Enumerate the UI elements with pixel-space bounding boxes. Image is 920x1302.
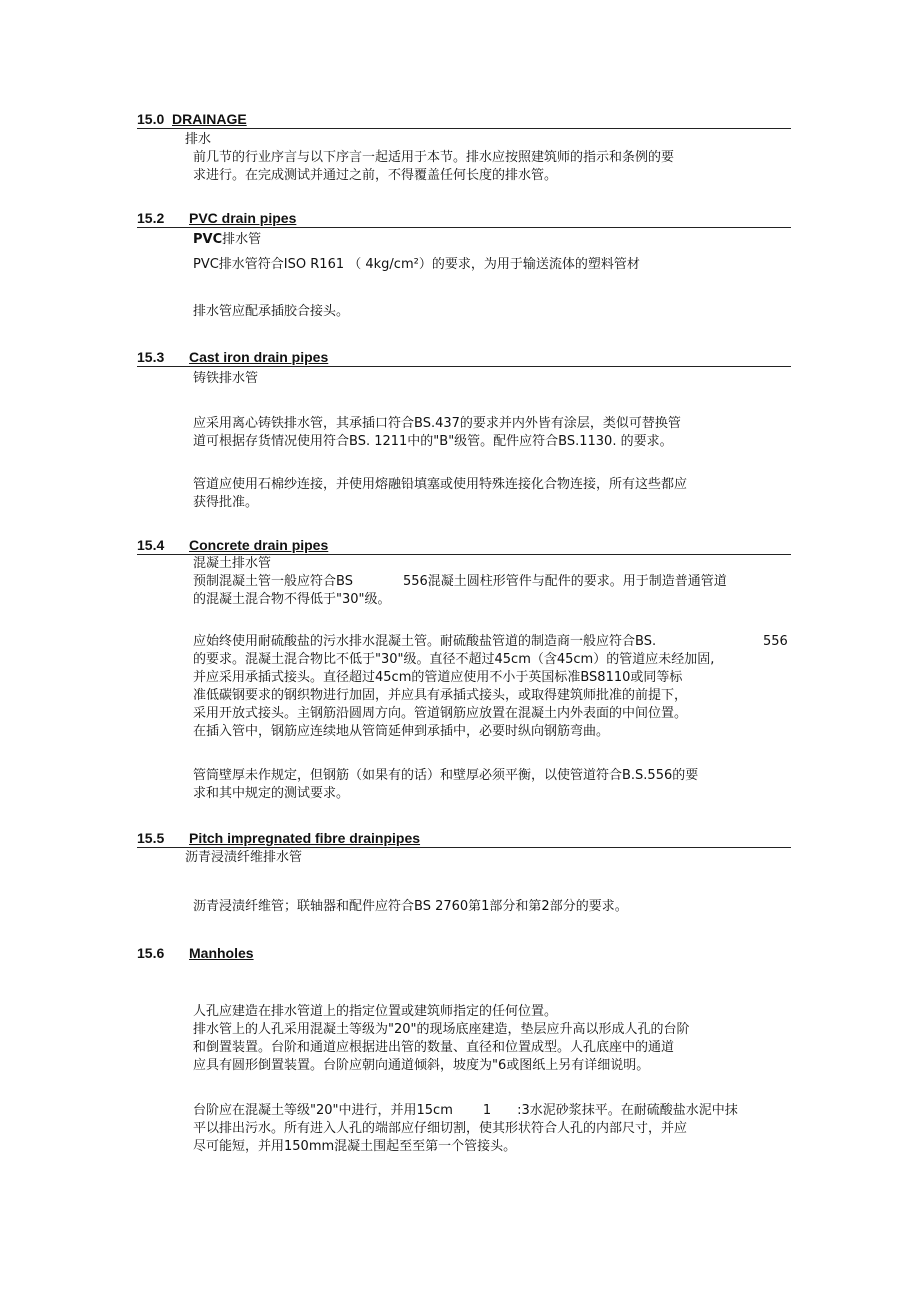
paragraph-line: 道可根据存货情况使用符合BS. 1211中的"B"级管。配件应符合BS.1130. 的要求。 bbox=[193, 434, 673, 449]
line-part: :3水泥砂浆抹平。在耐硫酸盐水泥中抹 bbox=[517, 1103, 738, 1118]
paragraph-line: 应采用离心铸铁排水管，其承插口符合BS.437的要求并内外皆有涂层，类似可替换管 bbox=[193, 416, 681, 431]
section-title: Manholes bbox=[189, 945, 254, 961]
section-number: 15.6 bbox=[137, 945, 165, 961]
section-15-5-heading bbox=[137, 830, 791, 848]
section-title: PVC drain pipes bbox=[189, 210, 297, 226]
paragraph-line: PVC排水管符合ISO R161 （ 4kg/cm²）的要求，为用于输送流体的塑料管材 bbox=[193, 257, 640, 272]
section-number: 15.0 bbox=[137, 111, 165, 127]
section-15-4-heading bbox=[137, 537, 791, 555]
line-part: 预制混凝土管一般应符合BS bbox=[193, 574, 353, 589]
paragraph-line: 在插入管中，钢筋应连续地从管筒延伸到承插中，必要时纵向钢筋弯曲。 bbox=[193, 724, 610, 739]
paragraph-line: 并应采用承插式接头。直径超过45cm的管道应使用不小于英国标准BS8110或同等标 bbox=[193, 670, 683, 685]
section-title: Concrete drain pipes bbox=[189, 537, 329, 553]
paragraph-line: 应具有圆形倒置装置。台阶应朝向通道倾斜，坡度为"6或图纸上另有详细说明。 bbox=[193, 1058, 650, 1073]
section-subtitle-zh: 铸铁排水管 bbox=[193, 371, 259, 386]
section-number: 15.3 bbox=[137, 349, 165, 365]
section-15-6-heading bbox=[137, 945, 791, 962]
section-subtitle-zh: 排水 bbox=[185, 132, 212, 147]
paragraph-line: 平以排出污水。所有进入人孔的端部应仔细切割，使其形状符合人孔的内部尺寸，并应 bbox=[193, 1121, 688, 1136]
paragraph-line-end: 556 bbox=[763, 634, 788, 649]
paragraph-line: 排水管应配承插胶合接头。 bbox=[193, 304, 350, 319]
paragraph-line: 管道应使用石棉纱连接，并使用熔融铅填塞或使用特殊连接化合物连接，所有这些都应 bbox=[193, 477, 688, 492]
section-title: Pitch impregnated fibre drainpipes bbox=[189, 830, 421, 846]
paragraph-line: 应始终使用耐硫酸盐的污水排水混凝土管。耐硫酸盐管道的制造商一般应符合BS. bbox=[193, 634, 657, 649]
paragraph-line: 求进行。在完成测试并通过之前，不得覆盖任何长度的排水管。 bbox=[193, 168, 558, 183]
paragraph-line: 前几节的行业序言与以下序言一起适用于本节。排水应按照建筑师的指示和条例的要 bbox=[193, 150, 675, 165]
section-15-0-heading bbox=[137, 111, 791, 129]
section-number: 15.5 bbox=[137, 830, 165, 846]
paragraph-line: 沥青浸渍纤维管；联轴器和配件应符合BS 2760第1部分和第2部分的要求。 bbox=[193, 899, 628, 914]
section-number: 15.4 bbox=[137, 537, 165, 553]
paragraph-line: 人孔应建造在排水管道上的指定位置或建筑师指定的任何位置。 bbox=[193, 1004, 558, 1019]
paragraph-line bbox=[193, 573, 727, 591]
section-subtitle-zh bbox=[193, 231, 261, 249]
section-15-3-heading bbox=[137, 349, 791, 367]
paragraph-line: 求和其中规定的测试要求。 bbox=[193, 786, 350, 801]
section-subtitle-zh: 沥青浸渍纤维排水管 bbox=[185, 850, 303, 865]
paragraph-line: 采用开放式接头。主钢筋沿圆周方向。管道钢筋应放置在混凝土内外表面的中间位置。 bbox=[193, 706, 688, 721]
section-title: Cast iron drain pipes bbox=[189, 349, 329, 365]
line-part: 台阶应在混凝土等级"20"中进行，并用15cm bbox=[193, 1103, 453, 1118]
paragraph-line: 准低碳钢要求的钢织物进行加固，并应具有承插式接头，或取得建筑师批准的前提下， bbox=[193, 688, 688, 703]
paragraph-line: 的要求。混凝土混合物比不低于"30"级。直径不超过45cm（含45cm）的管道应未经加固, bbox=[193, 652, 715, 667]
subtitle-rest: 排水管 bbox=[222, 232, 262, 247]
paragraph-line bbox=[193, 1102, 738, 1120]
paragraph-line: 尽可能短，并用150mm混凝土围起至至第一个管接头。 bbox=[193, 1139, 517, 1154]
paragraph-line: 的混凝土混合物不得低于"30"级。 bbox=[193, 592, 391, 607]
paragraph-line: 管筒壁厚未作规定，但钢筋（如果有的话）和壁厚必须平衡，以使管道符合B.S.556的要 bbox=[193, 768, 699, 783]
paragraph-line: 获得批准。 bbox=[193, 495, 259, 510]
paragraph-line: 和倒置装置。台阶和通道应根据进出管的数量、直径和位置成型。人孔底座中的通道 bbox=[193, 1040, 675, 1055]
paragraph-line: 排水管上的人孔采用混凝土等级为"20"的现场底座建造，垫层应升高以形成人孔的台阶 bbox=[193, 1022, 690, 1037]
line-part: 556混凝土圆柱形管件与配件的要求。用于制造普通管道 bbox=[402, 574, 727, 589]
subtitle-bold-part: PVC bbox=[193, 232, 223, 247]
line-part: 1 bbox=[482, 1103, 492, 1118]
section-title: DRAINAGE bbox=[172, 111, 247, 127]
section-15-2-heading bbox=[137, 210, 791, 228]
section-number: 15.2 bbox=[137, 210, 165, 226]
section-subtitle-zh: 混凝土排水管 bbox=[193, 556, 272, 571]
